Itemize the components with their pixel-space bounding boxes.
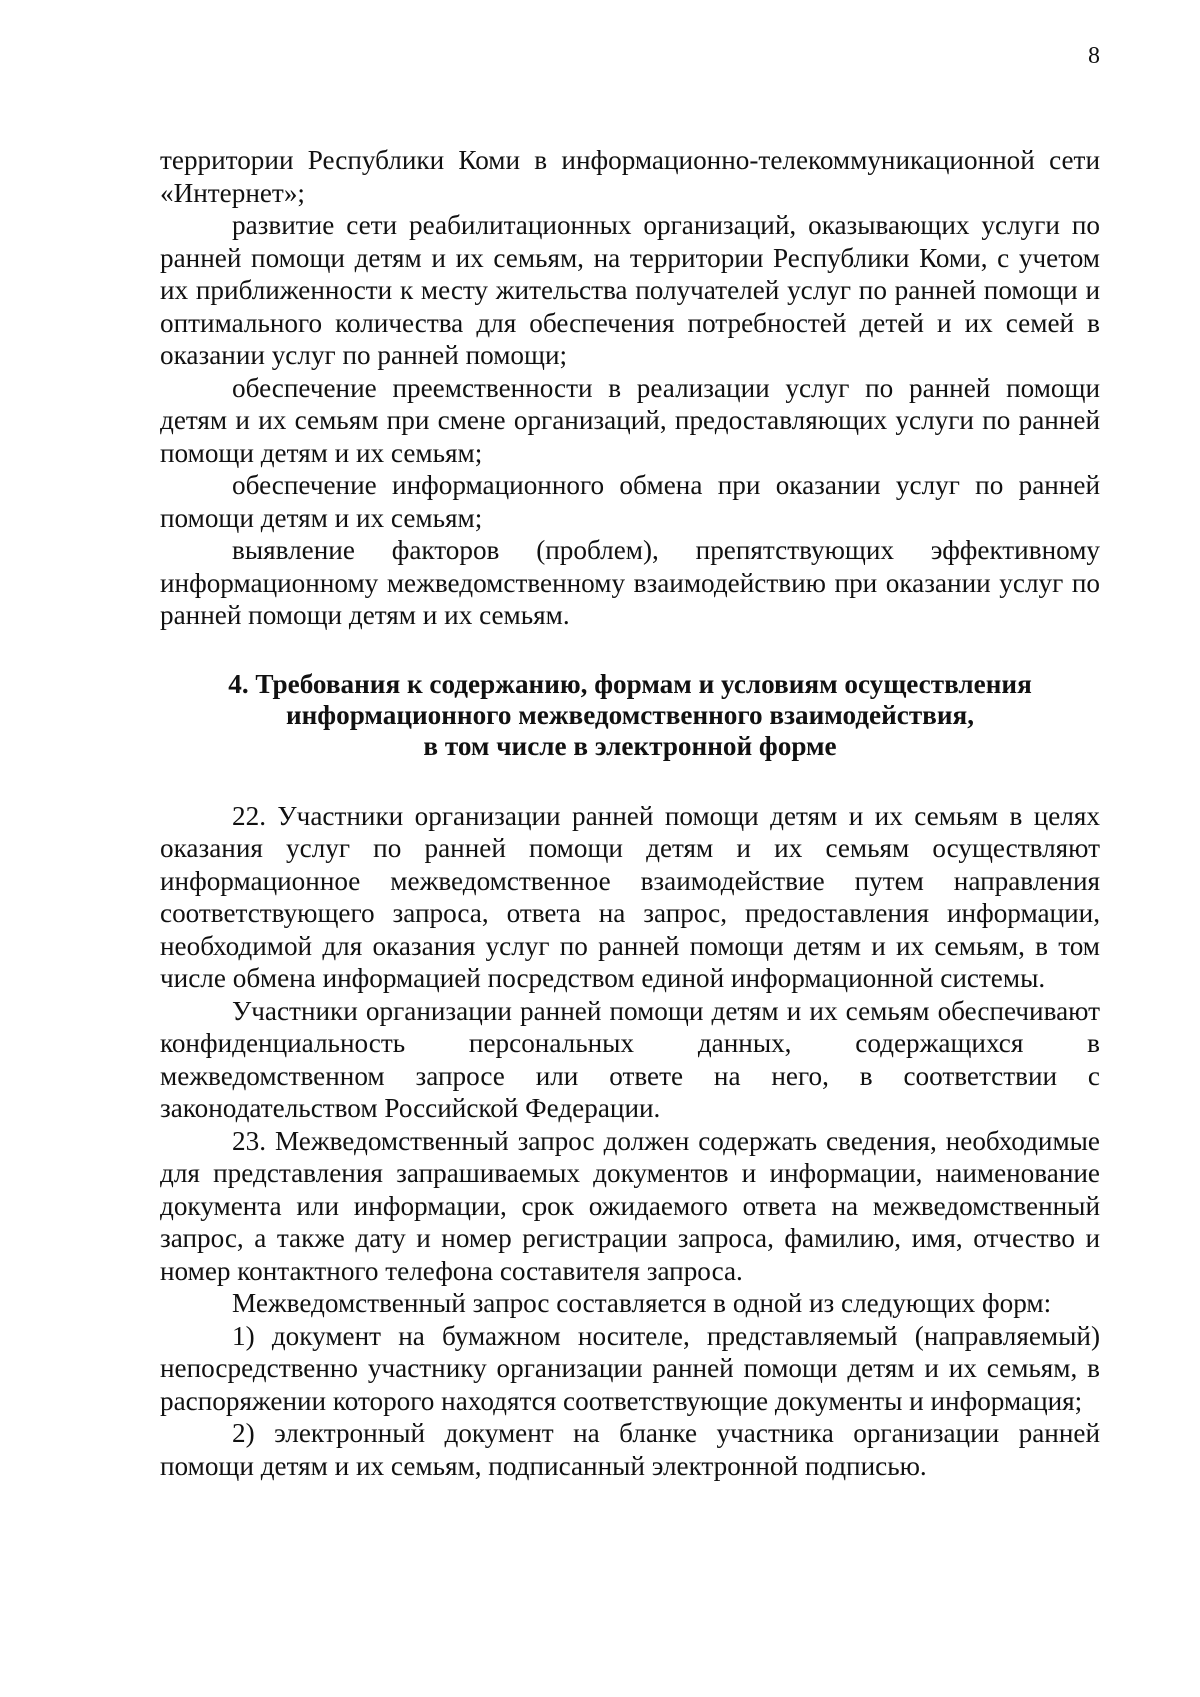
section-heading (160, 669, 1100, 762)
paragraph-request-forms: Межведомственный запрос составляется в одной из следующих форм: (232, 1288, 1052, 1318)
section-heading-line-3: в том числе в электронной форме (423, 730, 837, 761)
section-heading-line-2: информационного межведомственного взаимодействия, (285, 699, 975, 730)
page-number: 8 (1088, 43, 1100, 69)
paragraph-info-exchange: обеспечение информационного обмена при оказании услуг по ранней помощи детям и их семьям; (160, 470, 1100, 533)
paragraph-form-paper: 1) документ на бумажном носителе, представляемый (направляемый) непосредственно участнику организации ранней помощи детям и их семьям, в распоряжении которого находятся соответствующие документы и информация; (160, 1320, 1100, 1416)
paragraph-22: 22. Участники организации ранней помощи детям и их семьям в целях оказания услуг по ранней помощи детям и их семьям осуществляют информационное межведомственное взаимодействие путем направления соответствующего запроса, ответа на запрос, предоставления информации, необходимой для оказания услуг по ранней помощи детям и их семьям, в том числе обмена информацией посредством единой информационной системы. (160, 800, 1100, 993)
section-heading-line-1: 4. Требования к содержанию, формам и условиям осуществления (228, 668, 1032, 699)
paragraph-23: 23. Межведомственный запрос должен содержать сведения, необходимые для представления запрашиваемых документов и информации, наименование документа или информации, срок ожидаемого ответа на межведомственный запрос, а также дату и номер регистрации запроса, фамилию, имя, отчество и номер контактного телефона составителя запроса. (160, 1125, 1100, 1286)
document-body (160, 144, 1100, 1482)
paragraph-factors: выявление факторов (проблем), препятствующих эффективному информационному межведомственному взаимодействию при оказании услуг по ранней помощи детям и их семьям. (160, 535, 1100, 630)
paragraph-rehab-network: развитие сети реабилитационных организаций, оказывающих услуги по ранней помощи детям и их семьям, на территории Республики Коми, с учетом их приближенности к месту жительства получателей услуг по ранней помощи и оптимального количества для обеспечения потребностей детей и их семей в оказании услуг по ранней помощи; (160, 210, 1100, 370)
paragraph-form-electronic: 2) электронный документ на бланке участника организации ранней помощи детям и их семьям, подписанный электронной подписью. (160, 1418, 1100, 1481)
paragraph-continuation: территории Республики Коми в информационно-телекоммуникационной сети «Интернет»; (160, 145, 1100, 208)
paragraph-continuity: обеспечение преемственности в реализации услуг по ранней помощи детям и их семьям при смене организаций, предоставляющих услуги по ранней помощи детям и их семьям; (160, 372, 1100, 468)
paragraph-confidentiality: Участники организации ранней помощи детям и их семьям обеспечивают конфиденциальность персональных данных, содержащихся в межведомственном запросе или ответе на него, в соответствии с законодательством Российской Федерации. (160, 995, 1100, 1123)
